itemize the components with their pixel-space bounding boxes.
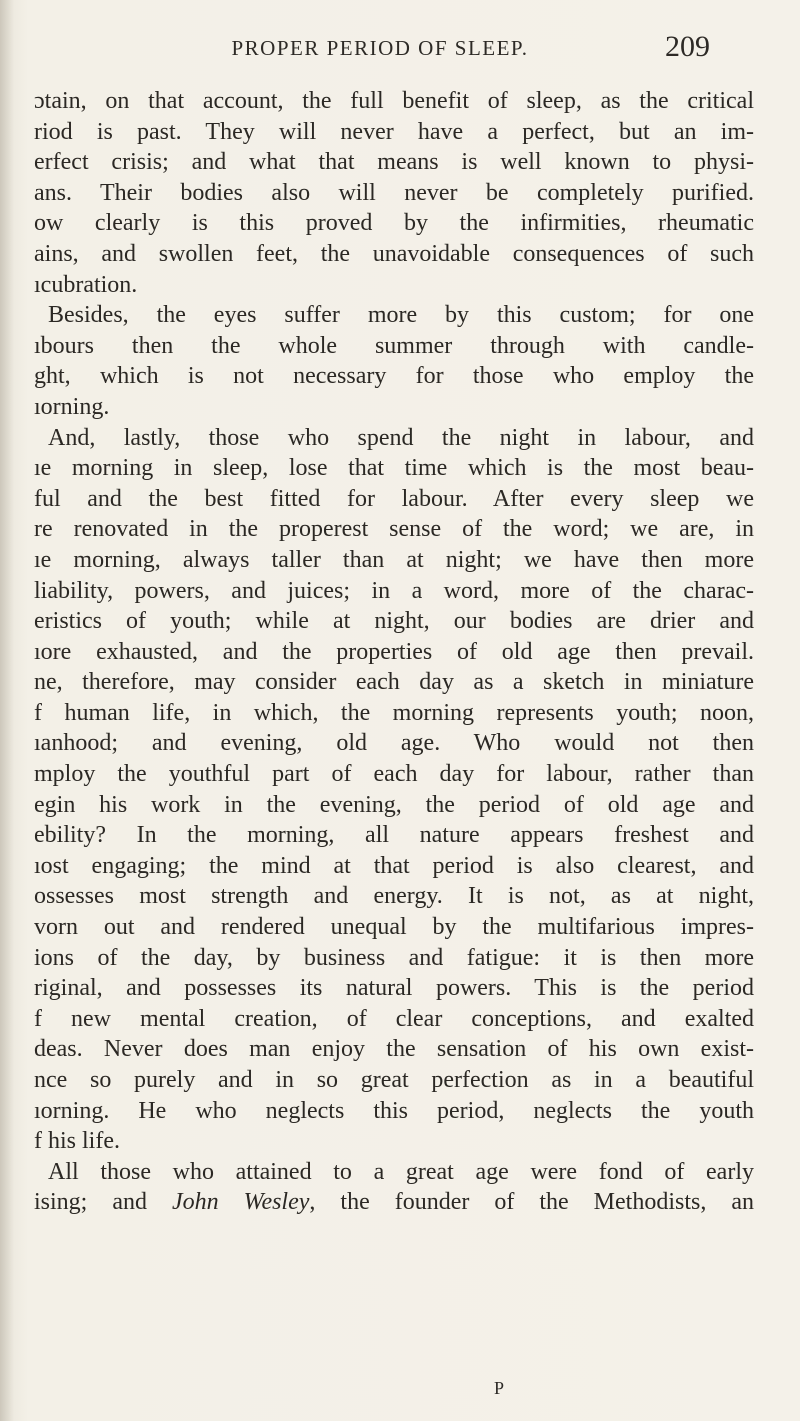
text-line: ıore exhausted, and the properties of old age then prevail. bbox=[34, 638, 754, 665]
text-run: ising; and bbox=[34, 1189, 147, 1216]
text-line-mixed bbox=[34, 1187, 754, 1218]
text-line: And, lastly, those who spend the night in labour, and bbox=[48, 424, 754, 451]
page-header bbox=[0, 30, 800, 70]
text-line: ossesses most strength and energy. It is not, as at night, bbox=[34, 883, 754, 910]
text-line: ɔtain, on that account, the full benefit of sleep, as the critical bbox=[34, 88, 754, 114]
text-line: ıe morning, always taller than at night; we have then more bbox=[34, 546, 754, 573]
text-line: f new mental creation, of clear conceptions, and exalted bbox=[34, 1005, 754, 1032]
text-line: nce so purely and in so great perfection as in a beautiful bbox=[34, 1067, 754, 1093]
text-line: ful and the best fitted for labour. After every sleep we bbox=[34, 485, 754, 512]
text-line: eristics of youth; while at night, our bodies are drier and bbox=[34, 608, 754, 635]
text-line: Besides, the eyes suffer more by this custom; for one bbox=[48, 302, 754, 329]
text-line: egin his work in the evening, the period of old age and bbox=[34, 791, 754, 818]
text-line: riginal, and possesses its natural powers. This is the period bbox=[34, 975, 754, 1002]
text-run: , the founder of the Methodists, an bbox=[309, 1189, 754, 1216]
text-line: ebility? In the morning, all nature appears freshest and bbox=[34, 822, 754, 849]
text-line: erfect crisis; and what that means is well known to physi- bbox=[34, 149, 754, 176]
body-text bbox=[34, 86, 754, 1218]
text-line: ow clearly is this proved by the infirmities, rheumatic bbox=[34, 210, 754, 237]
binding-gutter-shadow bbox=[0, 0, 14, 1421]
text-line: ght, which is not necessary for those who employ the bbox=[34, 363, 754, 390]
text-line: mploy the youthful part of each day for labour, rather than bbox=[34, 761, 754, 788]
text-line: ıorning. He who neglects this period, neglects the youth bbox=[34, 1097, 754, 1124]
signature-mark: P bbox=[494, 1378, 505, 1398]
text-line: liability, powers, and juices; in a word, more of the charac- bbox=[34, 577, 754, 604]
text-line: ans. Their bodies also will never be completely purified. bbox=[34, 179, 754, 206]
text-line: All those who attained to a great age were fond of early bbox=[48, 1158, 754, 1185]
text-line: ıorning. bbox=[34, 393, 110, 420]
text-line: ıanhood; and evening, old age. Who would not then bbox=[34, 730, 754, 757]
text-line: ne, therefore, may consider each day as a sketch in miniature bbox=[34, 669, 754, 696]
text-line: ıbours then the whole summer through with candle- bbox=[34, 332, 754, 359]
text-line: riod is past. They will never have a perfect, but an im- bbox=[34, 118, 754, 145]
text-line: f his life. bbox=[34, 1128, 120, 1155]
italic-name: John Wesley bbox=[172, 1189, 310, 1216]
text-line: vorn out and rendered unequal by the multifarious impres- bbox=[34, 914, 754, 941]
text-line: ıost engaging; the mind at that period is also clearest, and bbox=[34, 852, 754, 879]
text-line: ıe morning in sleep, lose that time which is the most beau- bbox=[34, 455, 754, 482]
running-head: PROPER PERIOD OF SLEEP. bbox=[231, 36, 529, 60]
text-line: f human life, in which, the morning represents youth; noon, bbox=[34, 699, 754, 726]
page-number: 209 bbox=[665, 30, 710, 63]
text-line: re renovated in the properest sense of the word; we are, in bbox=[34, 516, 754, 543]
text-line: ıcubration. bbox=[34, 271, 138, 298]
text-line: deas. Never does man enjoy the sensation of his own exist- bbox=[34, 1036, 754, 1063]
text-line: ains, and swollen feet, the unavoidable consequences of such bbox=[34, 240, 754, 267]
text-line: ions of the day, by business and fatigue: it is then more bbox=[34, 944, 754, 971]
